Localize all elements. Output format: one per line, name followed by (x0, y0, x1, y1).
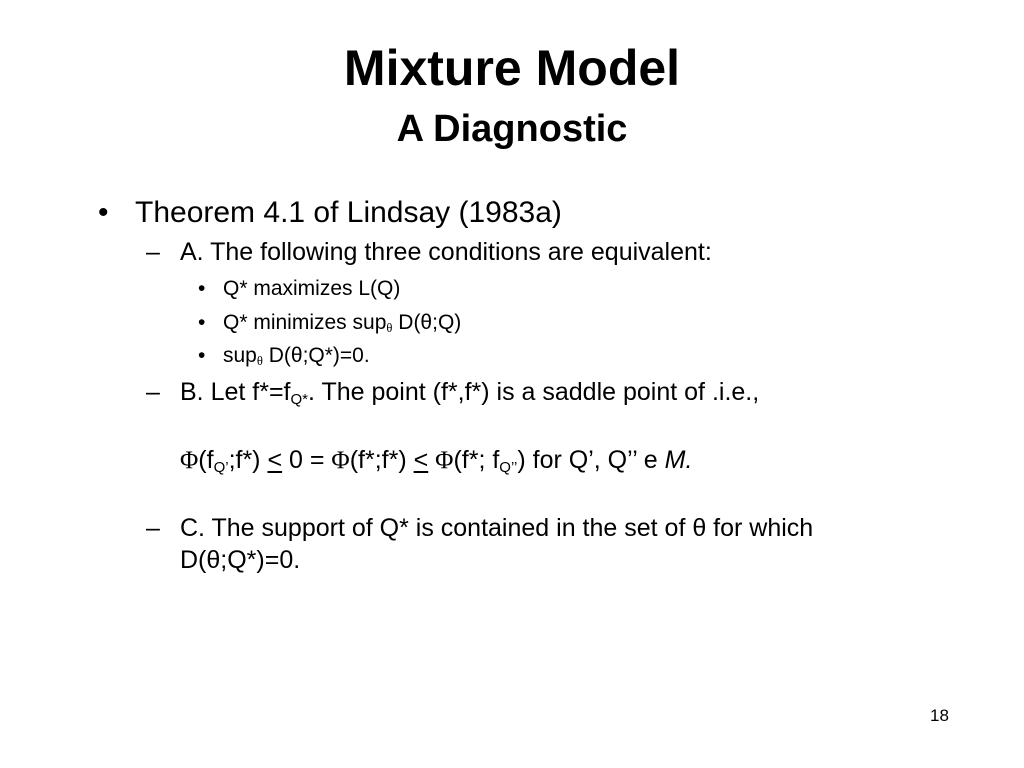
saddle-point-formula: $\Phi(f_{Q’};f*) < 0$ = Φ(f*;f*) < Φ(f*; $f_{Q’’}$) for Q’, Q’’ e M. (180, 446, 693, 476)
dash-marker: – (146, 238, 160, 266)
bullet-marker: • (198, 311, 206, 334)
dash-marker: – (146, 514, 160, 542)
page-number: 18 (930, 706, 949, 725)
bullet-marker: • (98, 196, 109, 229)
condition-2: Q* minimizes sup$_\theta$ D(θ;Q) (223, 311, 462, 336)
theorem-text: Theorem 4.1 of Lindsay (1983a) (135, 196, 562, 229)
condition-a-text: A. The following three conditions are equivalent: (180, 238, 712, 266)
condition-1: Q* maximizes L(Q) (223, 277, 401, 300)
bullet-marker: • (198, 344, 206, 367)
slide-title: Mixture Model (343, 40, 681, 96)
condition-b-text: B. Let $f*=f_{Q*}$. The point (f*,f*) is a saddle point of .i.e., (180, 378, 760, 408)
slide-subtitle: A Diagnostic (396, 108, 628, 150)
condition-c-line-1: C. The support of Q* is contained in the set of θ for which (180, 514, 814, 542)
bullet-marker: • (198, 277, 206, 300)
condition-3: sup$_\theta$ D(θ;Q*)=0. (223, 344, 370, 369)
condition-c-line-2: D(θ;Q*)=0. (180, 546, 301, 574)
dash-marker: – (146, 378, 160, 406)
